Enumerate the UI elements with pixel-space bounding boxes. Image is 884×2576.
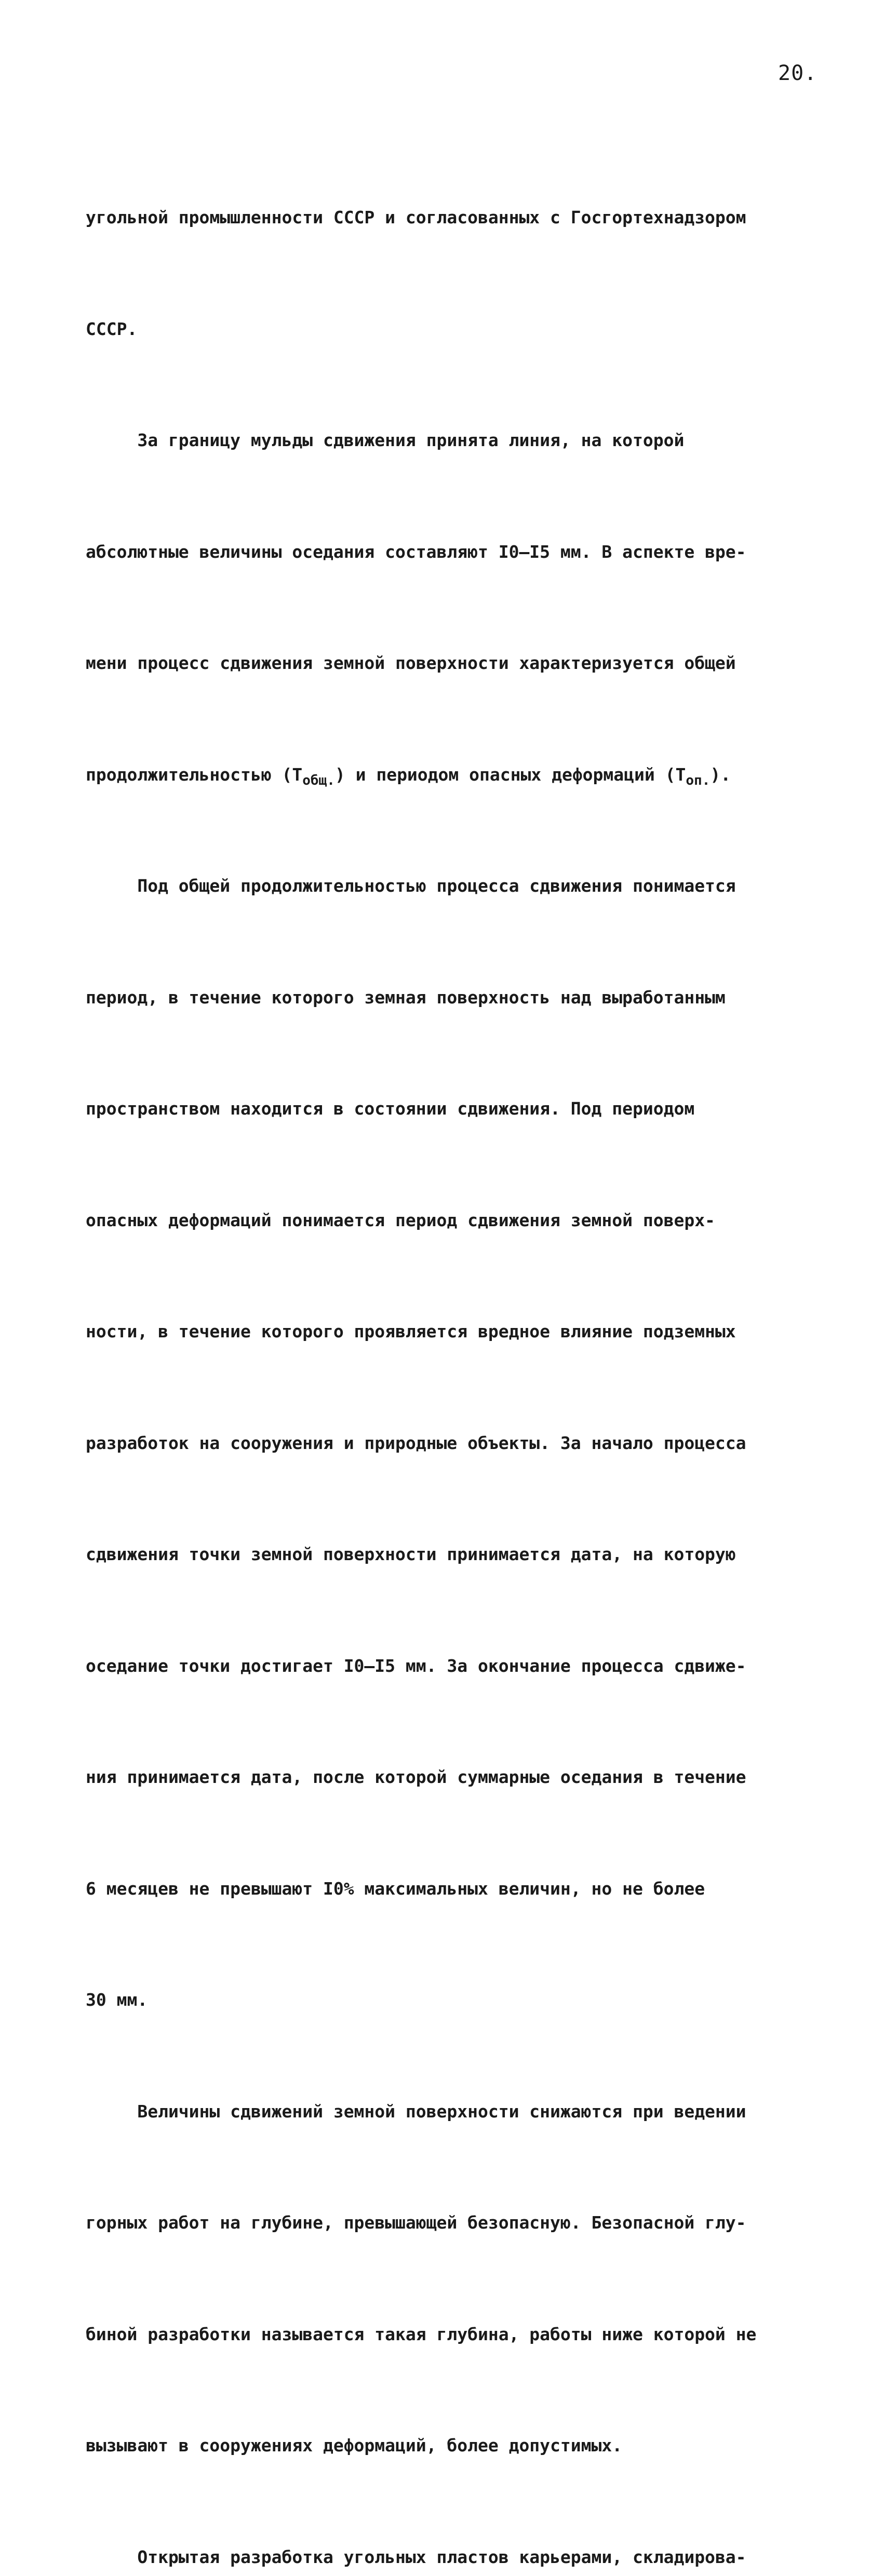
text-line: абсолютные величины оседания составляют I0–I5 мм. В аспекте вре- [86, 541, 746, 562]
text-line: Открытая разработка угольных пластов карьерами, складирова- [86, 2546, 746, 2567]
text-line: опасных деформаций понимается период сдвижения земной поверх- [86, 1210, 715, 1230]
document-body [86, 125, 834, 2576]
text-line: сдвижения точки земной поверхности принимается дата, на которую [86, 1544, 736, 1564]
text-line: Величины сдвижений земной поверхности снижаются при ведении [86, 2101, 746, 2122]
text-line: биной разработки называется такая глубина, работы ниже которой не [86, 2324, 757, 2344]
text-line: 30 мм. [86, 1990, 148, 2010]
text-line: Под общей продолжительностью процесса сдвижения понимается [86, 876, 736, 896]
text-line: вызывают в сооружениях деформаций, более допустимых. [86, 2435, 623, 2456]
text-line: горных работ на глубине, превышающей безопасную. Безопасной глу- [86, 2212, 746, 2233]
text-line: пространством находится в состоянии сдвижения. Под периодом [86, 1098, 695, 1119]
page-number: 20. [778, 61, 818, 85]
text-line: ния принимается дата, после которой суммарные оседания в течение [86, 1767, 746, 1787]
subscript-dangerous: оп. [686, 772, 711, 788]
formula-line [86, 756, 834, 794]
formula-post: ). [710, 764, 731, 785]
text-line: За границу мульды сдвижения принята линия, на которой [86, 430, 685, 450]
text-line: оседание точки достигает I0–I5 мм. За окончание процесса сдвиже- [86, 1655, 746, 1676]
text-line: период, в течение которого земная поверхность над выработанным [86, 987, 726, 1008]
text-line: разработок на сооружения и природные объекты. За начало процесса [86, 1432, 746, 1453]
text-line: мени процесс сдвижения земной поверхности характеризуется общей [86, 653, 736, 673]
text-line: угольной промышленности СССР и согласованных с Госгортехнадзором [86, 207, 746, 227]
subscript-total: общ. [302, 772, 335, 788]
formula-pre: продолжительностью (T [86, 764, 303, 785]
text-line: 6 месяцев не превышают I0% максимальных величин, но не более [86, 1878, 705, 1899]
text-line: СССР. [86, 318, 138, 339]
text-line: ности, в течение которого проявляется вредное влияние подземных [86, 1321, 736, 1341]
formula-mid: ) и периодом опасных деформаций (T [334, 764, 686, 785]
